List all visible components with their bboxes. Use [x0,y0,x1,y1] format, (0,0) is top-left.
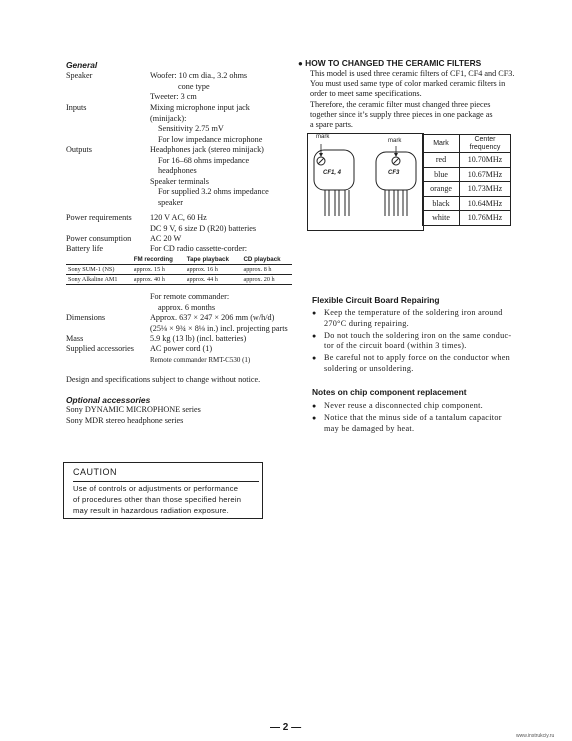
ceramic-filter-diagram [307,133,424,231]
flexible-item-1-line-2: 270°C during repairing. [324,318,409,328]
flexible-item-3-line-1: ● Be careful not to apply force on the conductor when [324,353,511,363]
table-row [423,211,511,226]
ceramic-text-2: You must used same type of color marked ceramic filters in [310,79,506,89]
page-number: — 2 — [270,722,302,733]
flexible-list [312,308,532,376]
battery-cell: approx. 8 h [241,265,292,275]
ceramic-frequency-table [422,134,511,226]
frequency-cell: 10.67MHz [460,167,511,182]
mass-value: 5.9 kg (13 lb) (incl. batteries) [150,334,247,343]
flexible-item-3-line-2: soldering or unsoldering. [324,363,414,373]
watermark: www.instrukciy.ru [516,733,555,739]
battery-table [66,255,292,285]
battery-value: For CD radio cassette-corder: [150,244,248,253]
ceramic-intro [310,69,540,130]
chip-item-2-line-2: may be damaged by heat. [324,423,415,433]
optional-line-1: Sony DYNAMIC MICROPHONE series [66,405,201,414]
caution-line-1: Use of controls or adjustments or performance [73,484,239,493]
remote-line-1: For remote commander: [150,292,230,301]
battery-type: Sony Alkaline AM1 [66,275,132,285]
caution-title: CAUTION [73,467,117,477]
mass-label: Mass [66,334,84,343]
consumption-label: Power consumption [66,234,132,243]
outputs-label: Outputs [66,145,92,154]
inputs-line-4: For low impedance microphone [158,134,263,144]
list-item [312,331,532,353]
chip-heading: Notes on chip component replacement [312,387,467,397]
accessories-line-2: Remote commander RMT-C530 (1) [150,355,251,364]
mark-cell: white [423,211,460,226]
list-item [312,413,532,435]
frequency-cell: 10.76MHz [460,211,511,226]
outputs-line-1: Headphones jack (stereo minijack) [150,145,264,154]
battery-type: Sony SUM-1 (NS) [66,265,132,275]
design-note: Design and specifications subject to change without notice. [66,375,261,384]
table-row [423,167,511,182]
outputs-line-6: speaker [158,197,184,207]
outputs-line-4: Speaker terminals [150,176,209,186]
outputs-line-3: headphones [158,166,197,176]
ceramic-text-6: a spare parts. [310,120,353,130]
dimensions-label: Dimensions [66,313,106,322]
battery-cell: approx. 40 h [132,275,185,285]
table-row [423,153,511,168]
inputs-label: Inputs [66,103,87,112]
ceramic-text-4: Therefore, the ceramic filter must changed three pieces [310,99,491,109]
chip-item-1: ● Never reuse a disconnected chip component. [324,401,484,410]
battery-label: Battery life [66,244,104,253]
ceramic-text-1: This model is used three ceramic filters of CF1, CF4 and CF3. [310,69,515,78]
list-item [312,401,532,412]
remote-line-2: approx. 6 months [158,302,216,312]
ceramic-heading-text: HOW TO CHANGED THE CERAMIC FILTERS [305,58,482,68]
mark-cell: red [423,153,460,168]
consumption-value: AC 20 W [150,234,182,243]
table-row [423,196,511,211]
ceramic-text-3: order to meet same specifications. [310,89,422,99]
chip-item-2-line-1: ● Notice that the minus side of a tantalum capacitor [324,412,502,422]
caution-box [63,462,263,519]
caution-divider [73,481,259,482]
table-row [66,275,292,285]
speaker-label: Speaker [66,71,93,80]
battery-cell: approx. 20 h [241,275,292,285]
table-row [423,182,511,197]
frequency-cell: 10.64MHz [460,196,511,211]
battery-table-header: Tape playback [185,255,242,265]
battery-cell: approx. 44 h [185,275,242,285]
frequency-cell: 10.70MHz [460,153,511,168]
outputs-line-2: For 16–68 ohms impedance [158,155,250,165]
dimensions-line-1: Approx. 637 × 247 × 206 mm (w/h/d) [150,313,275,322]
ceramic-text-5: together since it’s supply three pieces in one package as [310,109,493,119]
flexible-item-2-line-2: tor of the circuit board (within 3 times). [324,341,467,351]
frequency-header-line-1: Center [474,135,496,143]
optional-line-2: Sony MDR stereo headphone series [66,416,184,425]
diagram-cf3-label: CF3 [388,170,400,176]
outputs-line-5: For supplied 3.2 ohms impedance [158,187,269,197]
flexible-item-2-line-1: ● Do not touch the soldering iron on the same conduc- [324,330,512,340]
speaker-woofer: Woofer: 10 cm dia., 3.2 ohms [150,71,248,80]
battery-table-header: FM recording [132,255,185,265]
ceramic-filter-drawing [308,134,423,230]
diagram-mark-label-1: mark [316,134,330,140]
dimensions-line-2: (25⅛ × 9¾ × 8⅛ in.) incl. projecting parts [150,323,288,333]
flexible-heading: Flexible Circuit Board Repairing [312,295,440,305]
frequency-header-line-2: frequency [469,143,501,151]
frequency-cell: 10.73MHz [460,182,511,197]
chip-list [312,401,532,435]
flexible-item-1-line-1: ● Keep the temperature of the soldering iron around [324,308,503,317]
power-line-1: 120 V AC, 60 Hz [150,213,207,222]
accessories-label: Supplied accessories [66,344,134,353]
battery-cell: approx. 16 h [185,265,242,275]
caution-line-3: may result in hazardous radiation exposure. [73,506,229,515]
general-heading: General [66,60,98,70]
mark-cell: blue [423,167,460,182]
diagram-cf14-label: CF1, 4 [323,170,342,176]
speaker-cone: cone type [178,81,210,91]
mark-header: Mark [423,135,460,153]
diagram-mark-label-2: mark [388,138,402,144]
power-line-2: DC 9 V, 6 size D (R20) batteries [150,223,257,233]
inputs-line-3: Sensitivity 2.75 mV [158,124,224,134]
accessories-line-1: AC power cord (1) [150,344,213,353]
battery-table-header [66,255,132,265]
mark-cell: black [423,196,460,211]
mark-cell: orange [423,182,460,197]
inputs-line-2: (minijack): [150,113,187,123]
power-label: Power requirements [66,213,132,222]
optional-heading: Optional accessories [66,395,151,405]
battery-table-header: CD playback [241,255,292,265]
bullet-icon: ● [298,59,303,68]
ceramic-heading [298,58,481,68]
battery-cell: approx. 15 h [132,265,185,275]
table-row [66,265,292,275]
caution-line-2: of procedures other than those specified herein [73,495,242,504]
speaker-tweeter: Tweeter: 3 cm [150,92,197,102]
frequency-header [460,135,511,153]
list-item [312,353,532,375]
inputs-line-1: Mixing microphone input jack [150,103,250,112]
list-item [312,308,532,330]
